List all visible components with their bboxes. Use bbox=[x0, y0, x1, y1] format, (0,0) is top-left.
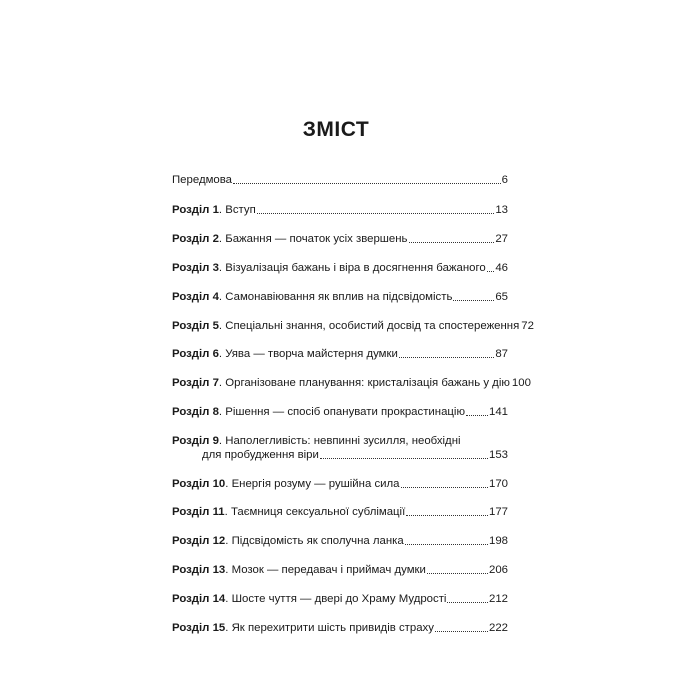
chapter-number: Розділ 6 bbox=[172, 348, 219, 360]
chapter-number: Розділ 12 bbox=[172, 535, 226, 547]
toc-entry-title: Передмова bbox=[172, 174, 233, 186]
chapter-number: Розділ 13 bbox=[172, 564, 226, 576]
toc-entry-title: . Спеціальні знання, особистий досвід та спостереження bbox=[218, 320, 520, 332]
toc-entry-chapter-11[interactable] bbox=[172, 505, 508, 519]
toc-leader-dots bbox=[233, 182, 501, 184]
toc-page-number: 6 bbox=[501, 174, 508, 186]
toc-leader-dots bbox=[466, 414, 488, 416]
toc-entry-title: . Як перехитрити шість привидів страху bbox=[225, 622, 434, 634]
toc-entry-chapter-9[interactable] bbox=[172, 434, 508, 462]
toc-page-number: 198 bbox=[488, 535, 508, 547]
toc-page-number: 46 bbox=[495, 262, 508, 274]
toc-leader-dots bbox=[447, 601, 488, 603]
toc-entry-title-continued: для пробудження віри bbox=[202, 449, 319, 461]
toc-entry-chapter-5[interactable] bbox=[172, 319, 534, 333]
toc-page-number: 153 bbox=[488, 449, 508, 461]
toc-entry-title: . Візуалізація бажань і віра в досягнення бажаного bbox=[218, 262, 486, 274]
toc-entry-chapter-7[interactable] bbox=[172, 376, 531, 390]
toc-entry-title: . Бажання — початок усіх звершень bbox=[218, 233, 408, 245]
chapter-number: Розділ 5 bbox=[172, 320, 219, 332]
chapter-number: Розділ 10 bbox=[172, 478, 226, 490]
chapter-number: Розділ 7 bbox=[172, 377, 219, 389]
toc-page-number: 87 bbox=[495, 348, 508, 360]
toc-page-number: 72 bbox=[521, 320, 534, 332]
toc-entry-chapter-6[interactable] bbox=[172, 347, 508, 361]
chapter-number: Розділ 15 bbox=[172, 622, 226, 634]
toc-leader-dots bbox=[399, 356, 494, 358]
toc-leader-dots bbox=[409, 241, 495, 243]
toc-entry-chapter-10[interactable] bbox=[172, 477, 508, 491]
toc-entry-title: . Підсвідомість як сполучна ланка bbox=[225, 535, 404, 547]
chapter-number: Розділ 4 bbox=[172, 291, 219, 303]
toc-entry-title: . Енергія розуму — рушійна сила bbox=[225, 478, 400, 490]
toc-entry-chapter-8[interactable] bbox=[172, 405, 508, 419]
toc-page-number: 222 bbox=[488, 622, 508, 634]
toc-page-number: 206 bbox=[488, 564, 508, 576]
toc-entry-title: . Таємниця сексуальної сублімації bbox=[224, 506, 406, 518]
toc-entry-title: . Організоване планування: кристалізація бажань у дію bbox=[218, 377, 510, 389]
toc-entry-preface[interactable] bbox=[172, 173, 508, 187]
toc-leader-dots bbox=[435, 630, 488, 632]
toc-leader-dots bbox=[401, 486, 488, 488]
toc-entry-chapter-12[interactable] bbox=[172, 534, 508, 548]
chapter-number: Розділ 9 bbox=[172, 435, 219, 447]
toc-leader-dots bbox=[487, 270, 495, 272]
toc-page-number: 170 bbox=[488, 478, 508, 490]
toc-entry-chapter-2[interactable] bbox=[172, 232, 508, 246]
toc-page-number: 65 bbox=[495, 291, 508, 303]
chapter-number: Розділ 8 bbox=[172, 406, 219, 418]
toc-entry-chapter-13[interactable] bbox=[172, 563, 508, 577]
toc-entry-chapter-15[interactable] bbox=[172, 621, 508, 635]
toc-entry-title: . Наполегливість: невпинні зусилля, необхідні bbox=[218, 435, 461, 447]
toc-page-number: 177 bbox=[488, 506, 508, 518]
toc-entry-title: . Уява — творча майстерня думки bbox=[218, 348, 398, 360]
toc-leader-dots bbox=[406, 514, 488, 516]
toc-page-number: 13 bbox=[495, 204, 508, 216]
toc-leader-dots bbox=[427, 572, 488, 574]
toc-entry-chapter-4[interactable] bbox=[172, 290, 508, 304]
toc-page-number: 212 bbox=[488, 593, 508, 605]
chapter-number: Розділ 14 bbox=[172, 593, 226, 605]
toc-entry-title: . Мозок — передавач і приймач думки bbox=[225, 564, 426, 576]
toc-entry-title: . Рішення — спосіб опанувати прокрастинацію bbox=[218, 406, 465, 418]
toc-page-number: 141 bbox=[488, 406, 508, 418]
toc-leader-dots bbox=[453, 299, 494, 301]
chapter-number: Розділ 2 bbox=[172, 233, 219, 245]
chapter-number: Розділ 1 bbox=[172, 204, 219, 216]
chapter-number: Розділ 11 bbox=[172, 506, 225, 518]
toc-entry-title: . Самонавіювання як вплив на підсвідомість bbox=[218, 291, 453, 303]
toc-entry-title: . Шосте чуття — двері до Храму Мудрості bbox=[225, 593, 447, 605]
toc-entry-chapter-1[interactable] bbox=[172, 203, 508, 217]
page-title: ЗМІСТ bbox=[302, 118, 370, 141]
toc-page-number: 27 bbox=[495, 233, 508, 245]
toc-leader-dots bbox=[257, 212, 495, 214]
toc-entry-chapter-14[interactable] bbox=[172, 592, 508, 606]
toc-leader-dots bbox=[320, 457, 488, 459]
toc-entry-title: . Вступ bbox=[218, 204, 256, 216]
chapter-number: Розділ 3 bbox=[172, 262, 219, 274]
toc-entry-chapter-3[interactable] bbox=[172, 261, 508, 275]
toc-leader-dots bbox=[405, 543, 488, 545]
toc-page-number: 100 bbox=[511, 377, 531, 389]
